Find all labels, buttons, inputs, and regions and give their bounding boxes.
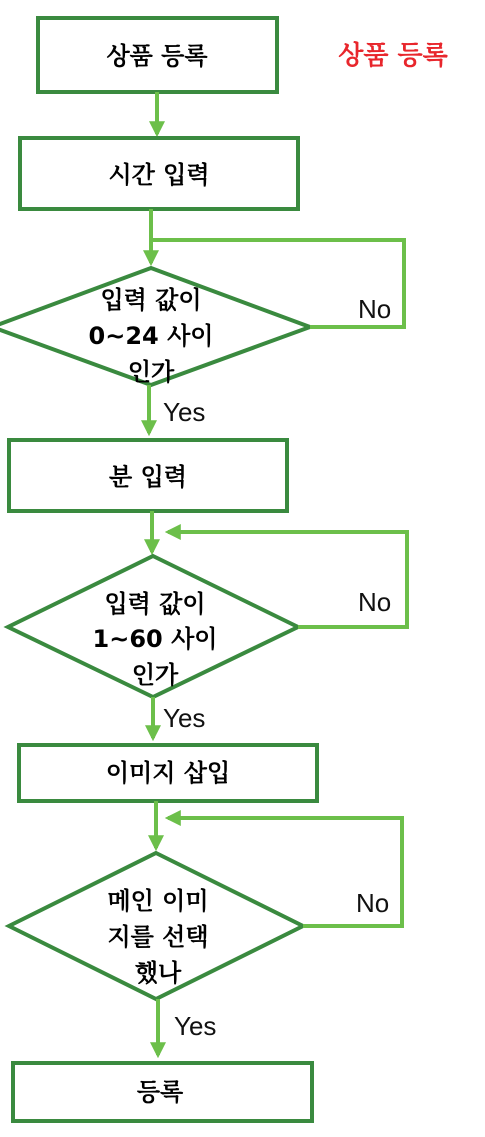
decision-minute-range-line3: 인가 <box>131 661 179 689</box>
no-label-2: No <box>358 587 392 617</box>
yes-label-3: Yes <box>174 1011 217 1041</box>
decision-minute-range-line2: 1~60 사이 <box>92 625 218 653</box>
decision-main-image-line2: 지를 선택 <box>107 923 209 951</box>
decision-hour-range-line2: 0~24 사이 <box>88 322 214 350</box>
yes-label-2: Yes <box>163 703 206 733</box>
no-label-3: No <box>356 888 390 918</box>
yes-label-1: Yes <box>163 397 206 427</box>
step-register-label: 등록 <box>136 1078 184 1106</box>
decision-hour-range-line3: 인가 <box>127 358 175 386</box>
step-image-insert-label: 이미지 삽입 <box>105 759 231 787</box>
decision-main-image-line1: 메인 이미 <box>107 887 209 915</box>
step-minute-input-label: 분 입력 <box>109 463 187 491</box>
diagram-title: 상품 등록 <box>338 41 448 71</box>
no-label-1: No <box>358 294 392 324</box>
step-time-input-label: 시간 입력 <box>108 161 210 189</box>
step-register-product-label: 상품 등록 <box>106 42 208 70</box>
decision-hour-range-line1: 입력 값이 <box>100 286 202 314</box>
decision-minute-range-line1: 입력 값이 <box>104 590 206 618</box>
decision-main-image-line3: 했나 <box>134 959 182 987</box>
